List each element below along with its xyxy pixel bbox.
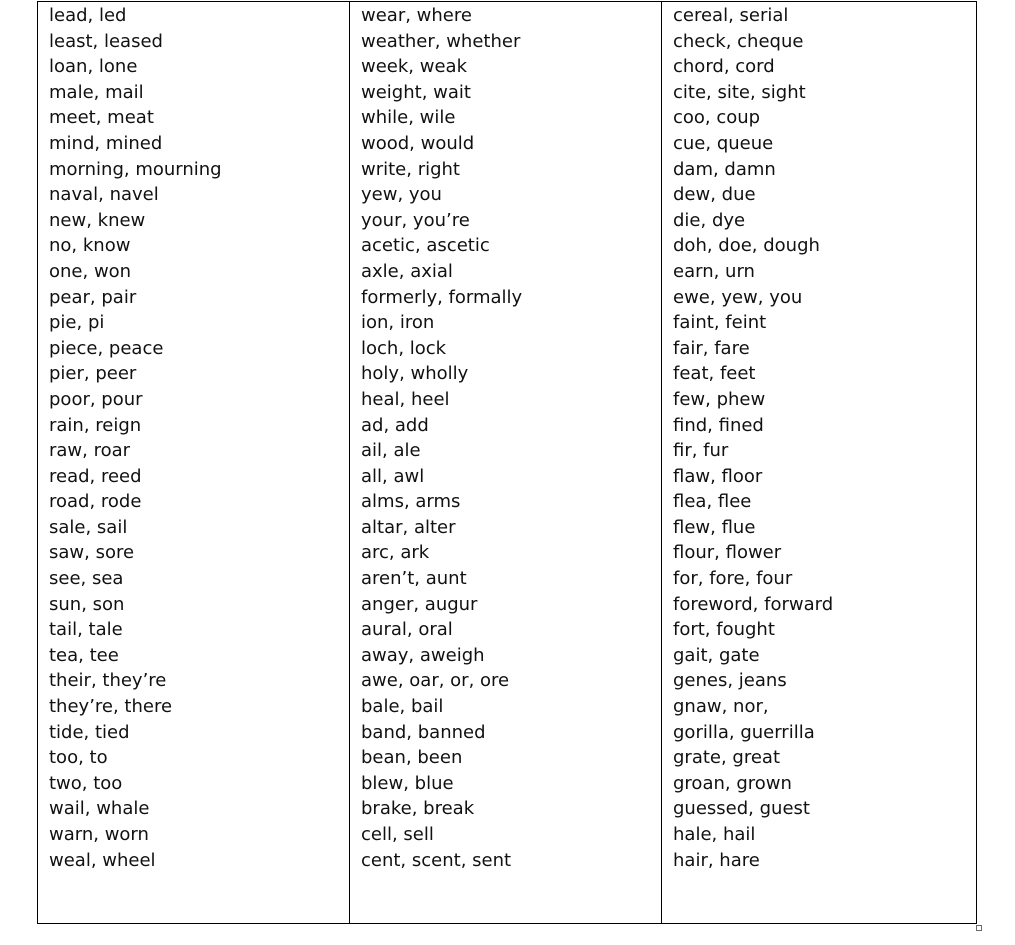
word-pair: formerly, formally — [361, 286, 523, 308]
word-pair: pier, peer — [49, 363, 137, 385]
word-pair: hale, hail — [673, 824, 756, 845]
word-pair: feat, feet — [673, 363, 756, 385]
word-pair: cue, queue — [673, 132, 774, 154]
word-pair: read, reed — [49, 465, 142, 487]
word-pair: see, sea — [49, 568, 124, 590]
word-pair: anger, augur — [361, 593, 478, 615]
word-pair: loch, lock — [361, 337, 447, 359]
word-pair: faint, feint — [673, 312, 767, 334]
word-pair: pear, pair — [49, 286, 137, 308]
word-pair: sun, son — [49, 593, 125, 615]
table-resize-handle[interactable] — [976, 925, 982, 931]
word-pair: altar, alter — [361, 516, 456, 538]
word-pair: aren’t, aunt — [361, 568, 467, 590]
word-pair: few, phew — [673, 388, 766, 410]
word-pair: dam, damn — [673, 158, 776, 180]
word-pair: your, you’re — [361, 209, 470, 231]
word-pair: fir, fur — [673, 440, 729, 462]
word-pair: pie, pi — [49, 312, 105, 334]
word-pair: cent, scent, sent — [361, 849, 512, 871]
word-pair: least, leased — [49, 30, 163, 52]
word-pair: flaw, floor — [673, 465, 763, 487]
word-pair: tail, tale — [49, 619, 123, 641]
word-pair: die, dye — [673, 209, 746, 231]
word-pair: wood, would — [361, 132, 475, 154]
word-pair: ion, iron — [361, 312, 435, 334]
word-pair: meet, meat — [49, 107, 154, 129]
word-pair: chord, cord — [673, 56, 775, 78]
word-pair: blew, blue — [361, 772, 454, 794]
word-pair: check, cheque — [673, 30, 804, 52]
word-pair: flew, flue — [673, 516, 756, 538]
word-pair: loan, lone — [49, 56, 138, 78]
word-pair: rain, reign — [49, 414, 142, 436]
word-pair: coo, coup — [673, 107, 761, 129]
word-pair: cell, sell — [361, 824, 434, 845]
word-pair: earn, urn — [673, 260, 755, 282]
word-pair: all, awl — [361, 465, 425, 487]
word-pair: too, to — [49, 747, 108, 769]
table-column-3 — [662, 2, 976, 923]
word-pair: fort, fought — [673, 619, 775, 641]
word-pair: naval, navel — [49, 184, 159, 206]
word-pair: write, right — [361, 158, 460, 180]
word-pair: groan, grown — [673, 772, 792, 794]
word-pair: axle, axial — [361, 260, 453, 282]
word-pair: hair, hare — [673, 849, 760, 871]
word-pair: new, knew — [49, 209, 146, 231]
word-pair: flea, flee — [673, 491, 752, 513]
word-pair: tea, tee — [49, 644, 119, 666]
word-pair: gorilla, guerrilla — [673, 721, 815, 743]
word-pair: gait, gate — [673, 644, 760, 666]
word-pair: they’re, there — [49, 696, 173, 718]
word-pair: doh, doe, dough — [673, 235, 820, 257]
word-pair: their, they’re — [49, 670, 167, 692]
word-pair: tide, tied — [49, 721, 130, 743]
word-pair: lead, led — [49, 5, 127, 26]
word-pair: week, weak — [361, 56, 467, 78]
word-pair: piece, peace — [49, 337, 164, 359]
word-pair: no, know — [49, 235, 131, 257]
word-pair: weal, wheel — [49, 849, 156, 871]
word-pair: genes, jeans — [673, 670, 787, 692]
word-pair: cite, site, sight — [673, 81, 806, 103]
word-pair: bean, been — [361, 747, 463, 769]
word-pair-list — [49, 3, 222, 873]
word-pair: saw, sore — [49, 542, 135, 564]
word-pair: away, aweigh — [361, 644, 485, 666]
word-pair: brake, break — [361, 798, 475, 820]
word-pair: heal, heel — [361, 388, 450, 410]
word-pair: weight, wait — [361, 81, 471, 103]
word-pair: ail, ale — [361, 440, 421, 462]
word-pair: fair, fare — [673, 337, 750, 359]
word-pair: aural, oral — [361, 619, 453, 641]
word-pair: dew, due — [673, 184, 756, 206]
word-pair: gnaw, nor, — [673, 696, 769, 718]
word-pair: awe, oar, or, ore — [361, 670, 510, 692]
word-pair: band, banned — [361, 721, 486, 743]
word-pair: find, fined — [673, 414, 764, 436]
word-pair: wail, whale — [49, 798, 150, 820]
word-pair: grate, great — [673, 747, 781, 769]
word-pair: ad, add — [361, 414, 429, 436]
word-pair-list — [361, 3, 522, 873]
word-pair: for, fore, four — [673, 568, 793, 590]
word-pair: acetic, ascetic — [361, 235, 490, 257]
word-pair: flour, flower — [673, 542, 782, 564]
homophones-table — [37, 1, 977, 924]
table-column-1 — [38, 2, 350, 923]
word-pair: arc, ark — [361, 542, 430, 564]
word-pair: cereal, serial — [673, 5, 789, 26]
word-pair: warn, worn — [49, 824, 149, 845]
word-pair: raw, roar — [49, 440, 131, 462]
word-pair: bale, bail — [361, 696, 444, 718]
word-pair: while, wile — [361, 107, 456, 129]
word-pair: ewe, yew, you — [673, 286, 803, 308]
word-pair: foreword, forward — [673, 593, 834, 615]
word-pair: two, too — [49, 772, 123, 794]
word-pair: male, mail — [49, 81, 144, 103]
word-pair: alms, arms — [361, 491, 461, 513]
word-pair: poor, pour — [49, 388, 143, 410]
word-pair: morning, mourning — [49, 158, 222, 180]
word-pair: one, won — [49, 260, 132, 282]
word-pair: wear, where — [361, 5, 472, 26]
word-pair: road, rode — [49, 491, 142, 513]
word-pair: guessed, guest — [673, 798, 810, 820]
word-pair-list — [673, 3, 833, 873]
table-column-2 — [350, 2, 662, 923]
word-pair: weather, whether — [361, 30, 521, 52]
word-pair: sale, sail — [49, 516, 128, 538]
word-pair: holy, wholly — [361, 363, 469, 385]
word-pair: yew, you — [361, 184, 442, 206]
word-pair: mind, mined — [49, 132, 163, 154]
